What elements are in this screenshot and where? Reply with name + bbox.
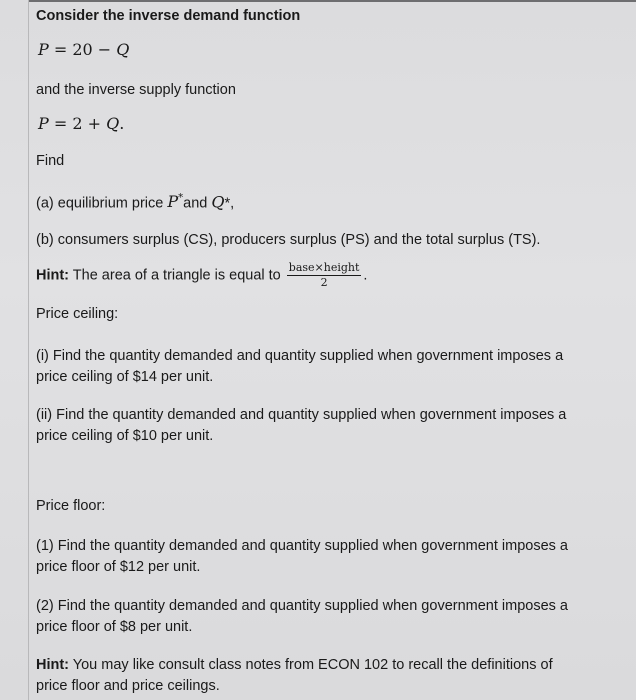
- hint2-line2: price floor and price ceilings.: [36, 678, 220, 694]
- part-a-end: *,: [224, 195, 235, 212]
- part-a-p: P: [167, 192, 179, 212]
- floor-item-2-line2: price floor of $8 per unit.: [36, 619, 193, 635]
- ceiling-item-i-line2: price ceiling of $14 per unit.: [36, 369, 214, 385]
- part-b: (b) consumers surplus (CS), producers surplus (PS) and the total surplus (TS).: [36, 232, 541, 248]
- floor-item-2: [36, 596, 621, 638]
- part-a: [36, 189, 234, 213]
- left-border: [28, 0, 29, 700]
- part-a-star: *: [178, 193, 184, 204]
- demand-eq-p: P: [38, 40, 49, 59]
- hint-text: The area of a triangle is equal to: [69, 267, 285, 284]
- price-ceiling-label: Price ceiling:: [36, 306, 119, 322]
- supply-equation: [38, 114, 124, 134]
- floor-item-1-line2: price floor of $12 per unit.: [36, 559, 201, 575]
- ceiling-item-i: [36, 346, 621, 388]
- hint-triangle: [36, 262, 367, 289]
- hint2-text: You may like consult class notes from ECON 102 to recall the definitions of: [69, 657, 553, 673]
- part-a-prefix: (a) equilibrium price: [36, 195, 168, 212]
- hint-end: .: [363, 267, 368, 284]
- intro-demand-text: Consider the inverse demand function: [36, 8, 301, 24]
- demand-eq-q: Q: [116, 40, 130, 59]
- part-a-and: and: [183, 195, 212, 212]
- supply-eq-end: .: [119, 114, 125, 133]
- fraction-numerator: base×height: [288, 261, 360, 274]
- hint-class-notes: [36, 655, 621, 697]
- supply-eq-q: Q: [106, 114, 120, 133]
- hint2-line1: [36, 655, 621, 676]
- price-floor-label: Price floor:: [36, 498, 106, 514]
- demand-eq-rhs: = 20 −: [48, 40, 117, 59]
- find-label: Find: [36, 153, 65, 169]
- floor-item-1: [36, 536, 621, 578]
- ceiling-item-ii: [36, 405, 621, 447]
- hint-label: Hint:: [36, 267, 70, 284]
- ceiling-item-ii-line2: price ceiling of $10 per unit.: [36, 428, 214, 444]
- floor-item-1-line1: (1) Find the quantity demanded and quantity supplied when government imposes a: [36, 538, 568, 554]
- top-border: [28, 0, 636, 2]
- supply-eq-rhs: = 2 +: [48, 114, 107, 133]
- intro-supply-text: and the inverse supply function: [36, 82, 236, 98]
- ceiling-item-i-line1: (i) Find the quantity demanded and quantity supplied when government imposes a: [36, 348, 564, 364]
- hint2-label: Hint:: [36, 657, 70, 673]
- supply-eq-p: P: [38, 114, 49, 133]
- demand-equation: [38, 40, 129, 60]
- part-a-q: Q: [211, 192, 225, 212]
- ceiling-item-ii-line1: (ii) Find the quantity demanded and quantity supplied when government imposes a: [36, 407, 567, 423]
- floor-item-2-line1: (2) Find the quantity demanded and quantity supplied when government imposes a: [36, 598, 568, 614]
- fraction-denominator: 2: [320, 276, 328, 289]
- area-fraction: [287, 262, 362, 289]
